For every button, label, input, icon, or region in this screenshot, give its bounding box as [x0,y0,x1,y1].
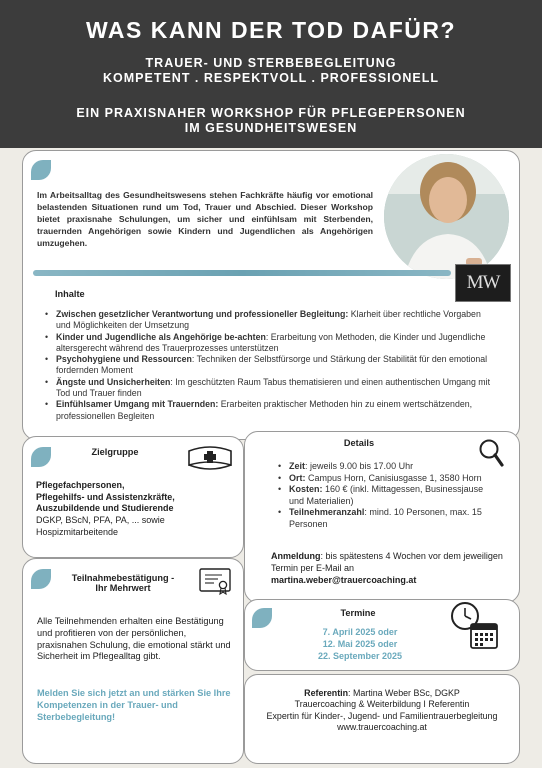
teilnahme-cta: Melden Sie sich jetzt an und stärken Sie Ihre Kompetenzen in der Trauer- und Sterbebegleitung! [37,688,231,722]
list-item: • Kinder und Jugendliche als Angehörige be-achten: Erarbeitung von Methoden, die Kinder und Jugendliche altersgerecht während des Trauerprozesses unterstützen [56,332,496,355]
inhalte-heading: Inhalte [55,289,85,299]
portrait-photo [384,154,509,279]
zielgruppe-lines: DGKP, BScN, PFA, PA, ... sowie Hospizmitarbeitende [36,515,165,537]
teilnahme-text: Alle Teilnehmenden erhalten eine Bestätigung und profitieren von der persönlichen, praxisnahen Schulung, die emotional stärkt und Sicherheit im Pflegealltag gibt. [37,616,231,662]
subtitle-line-4: IM GESUNDHEITSWESEN [184,121,358,135]
list-item: • Zwischen gesetzlicher Verantwortung und professioneller Begleitung: Klarheit über rechtliche Vorgaben und Möglichkeiten der Umsetzung [56,309,496,332]
list-item: • Ort: Campus Horn, Canisiusgasse 1, 3580 Horn [289,473,499,485]
teilnahme-heading: Teilnahmebestätigung - Ihr Mehrwert [71,573,175,593]
contact-email[interactable]: martina.weber@trauercoaching.at [271,575,417,585]
calendar-clock-icon [449,600,501,652]
details-list [289,461,499,531]
details-heading: Details [343,438,375,448]
subtitle-line-1: TRAUER- UND STERBEBEGLEITUNG [145,56,397,70]
anmeldung-text: Anmeldung: bis spätestens 4 Wochen vor dem jeweiligen Termin per E-Mail an [271,551,503,573]
list-item: • Kosten: 160 € (inkl. Mittagessen, Businessjause und Materialien) [289,484,499,507]
referentin-info: Referentin: Martina Weber BSc, DGKP Trauercoaching & Weiterbildung I Referentin Expertin für Kinder-, Jugend- und Familientrauerbegleitung www.trauercoaching.at [248,688,516,734]
subtitle-line-3: EIN PRAXISNAHER WORKSHOP FÜR PFLEGEPERSONEN [76,106,466,120]
subtitle-line-2: KOMPETENT . RESPEKTVOLL . PROFESSIONELL [102,71,440,85]
decorative-divider [33,270,451,276]
zielgruppe-bold-lines: Pflegefachpersonen, Pflegehilfs- und Assistenzkräfte, Auszubildende und Studierende [36,480,175,513]
list-item: • Teilnehmeranzahl: mind. 10 Personen, max. 15 Personen [289,507,499,530]
page-title: WAS KANN DER TOD DAFÜR? [85,17,457,43]
intro-text: Im Arbeitsalltag des Gesundheitswesens stehen Fachkräfte häufig vor emotional belastenden Situationen rund um Tod, Trauer und Abschied. Dieser Workshop bietet praxisnahe Schulungen, um sicher und einfühlsam mit Sterbenden, trauernden Angehörigen sowie Kindern und Jugendlichen als Angehörigen umzugehen. [37,190,373,249]
inhalte-list [56,309,496,422]
list-item: • Einfühlsamer Umgang mit Trauernden: Erarbeiten praktischer Methoden hin zu einem wertschätzenden, professionellen Begleiten [56,399,496,422]
list-item: • Psychohygiene und Ressourcen: Techniken der Selbstfürsorge und Stärkung der Stabilität für den emotional fordernden Moment [56,354,496,377]
list-item: • Zeit: jeweils 9.00 bis 17.00 Uhr [289,461,499,473]
website-link[interactable]: www.trauercoaching.at [337,722,427,733]
header-banner [0,0,542,148]
termine-heading: Termine [340,608,376,618]
certificate-icon [198,566,232,596]
termine-dates: 7. April 2025 oder 12. Mai 2025 oder 22. September 2025 [317,627,403,661]
mw-logo: MW [455,264,511,302]
zielgruppe-heading: Zielgruppe [91,447,139,457]
nurse-cap-icon [186,445,234,475]
list-item: • Ängste und Unsicherheiten: Im geschützten Raum Tabus thematisieren und einen authentischen Umgang mit Tod und Trauer finden [56,377,496,400]
